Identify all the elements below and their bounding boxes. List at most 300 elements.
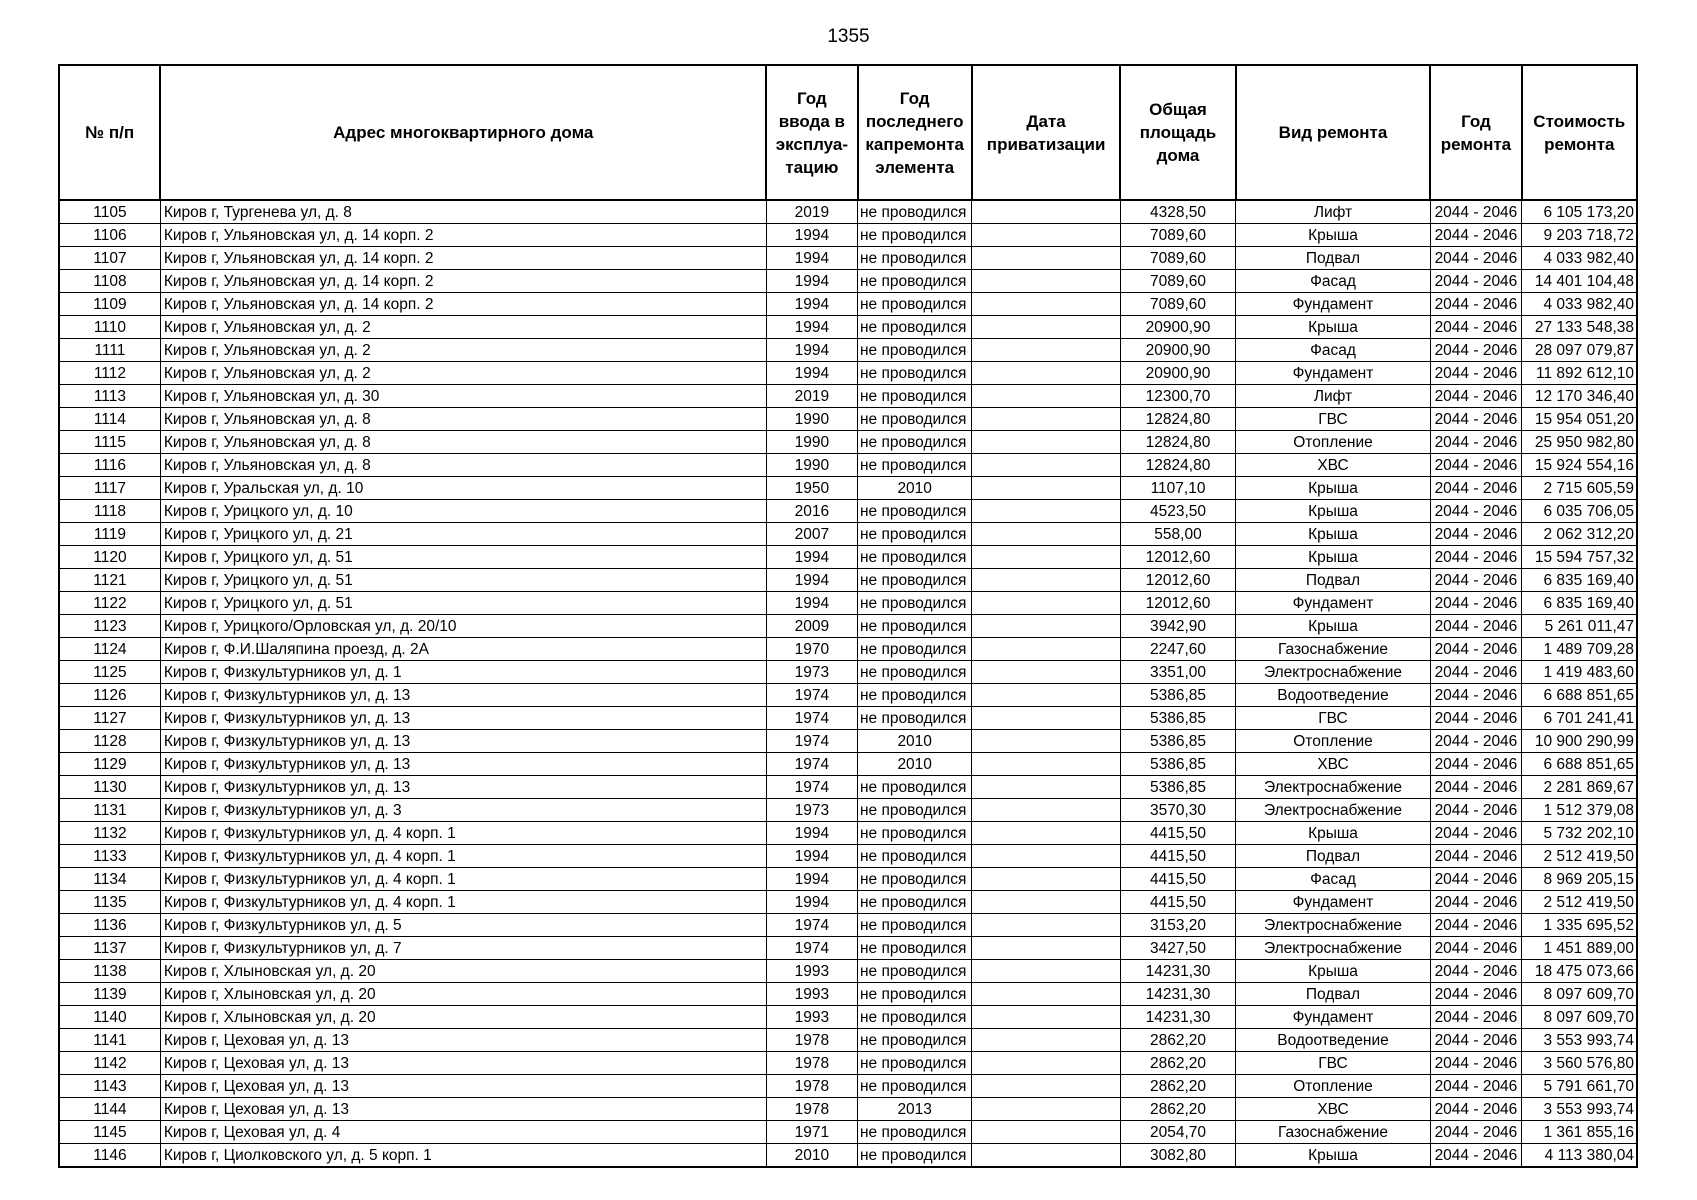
cell-privatization <box>972 385 1120 408</box>
cell-last-repair: не проводился <box>858 1006 972 1029</box>
table-row <box>59 339 1637 362</box>
cell-repair-type: Подвал <box>1236 983 1431 1006</box>
cell-repair-type: Подвал <box>1236 569 1431 592</box>
cell-privatization <box>972 845 1120 868</box>
header-repair-type: Вид ремонта <box>1236 65 1431 200</box>
cell-year-built: 1993 <box>766 1006 857 1029</box>
cell-area: 12300,70 <box>1120 385 1235 408</box>
cell-cost: 3 560 576,80 <box>1522 1052 1637 1075</box>
cell-address: Киров г, Урицкого ул, д. 51 <box>160 546 766 569</box>
cell-area: 4415,50 <box>1120 845 1235 868</box>
table-row <box>59 914 1637 937</box>
cell-year-built: 1990 <box>766 408 857 431</box>
cell-year-built: 1994 <box>766 270 857 293</box>
cell-repair-type: Электроснабжение <box>1236 937 1431 960</box>
cell-cost: 3 553 993,74 <box>1522 1029 1637 1052</box>
cell-address: Киров г, Тургенева ул, д. 8 <box>160 200 766 224</box>
cell-cost: 9 203 718,72 <box>1522 224 1637 247</box>
cell-repair-year: 2044 - 2046 <box>1430 339 1521 362</box>
cell-privatization <box>972 224 1120 247</box>
cell-last-repair: не проводился <box>858 914 972 937</box>
cell-privatization <box>972 431 1120 454</box>
header-last-repair: Год последнего капремонта элемента <box>858 65 972 200</box>
cell-address: Киров г, Урицкого ул, д. 21 <box>160 523 766 546</box>
repair-register-table <box>58 64 1638 1168</box>
cell-year-built: 1994 <box>766 569 857 592</box>
cell-address: Киров г, Ульяновская ул, д. 2 <box>160 339 766 362</box>
cell-last-repair: не проводился <box>858 1075 972 1098</box>
cell-address: Киров г, Ф.И.Шаляпина проезд, д. 2А <box>160 638 766 661</box>
cell-area: 4415,50 <box>1120 891 1235 914</box>
cell-repair-year: 2044 - 2046 <box>1430 523 1521 546</box>
cell-last-repair: не проводился <box>858 891 972 914</box>
cell-repair-year: 2044 - 2046 <box>1430 293 1521 316</box>
cell-repair-type: Водоотведение <box>1236 684 1431 707</box>
table-row <box>59 385 1637 408</box>
cell-last-repair: не проводился <box>858 431 972 454</box>
header-num: № п/п <box>59 65 160 200</box>
cell-last-repair: не проводился <box>858 1121 972 1144</box>
cell-area: 1107,10 <box>1120 477 1235 500</box>
cell-last-repair: не проводился <box>858 1029 972 1052</box>
cell-repair-type: Крыша <box>1236 615 1431 638</box>
cell-num: 1140 <box>59 1006 160 1029</box>
cell-repair-year: 2044 - 2046 <box>1430 661 1521 684</box>
cell-year-built: 1974 <box>766 730 857 753</box>
cell-address: Киров г, Урицкого ул, д. 51 <box>160 569 766 592</box>
cell-repair-year: 2044 - 2046 <box>1430 1075 1521 1098</box>
cell-address: Киров г, Ульяновская ул, д. 14 корп. 2 <box>160 293 766 316</box>
table-body <box>59 200 1637 1167</box>
cell-area: 12824,80 <box>1120 408 1235 431</box>
table-row <box>59 247 1637 270</box>
cell-repair-type: ХВС <box>1236 753 1431 776</box>
cell-area: 5386,85 <box>1120 684 1235 707</box>
table-row <box>59 868 1637 891</box>
cell-last-repair: не проводился <box>858 362 972 385</box>
cell-address: Киров г, Цеховая ул, д. 13 <box>160 1052 766 1075</box>
cell-repair-type: Крыша <box>1236 960 1431 983</box>
cell-address: Киров г, Физкультурников ул, д. 4 корп. 1 <box>160 891 766 914</box>
cell-repair-year: 2044 - 2046 <box>1430 937 1521 960</box>
cell-address: Киров г, Ульяновская ул, д. 30 <box>160 385 766 408</box>
cell-privatization <box>972 799 1120 822</box>
cell-cost: 6 835 169,40 <box>1522 592 1637 615</box>
cell-area: 3570,30 <box>1120 799 1235 822</box>
cell-area: 3082,80 <box>1120 1144 1235 1168</box>
cell-cost: 8 097 609,70 <box>1522 983 1637 1006</box>
cell-cost: 3 553 993,74 <box>1522 1098 1637 1121</box>
header-repair-year: Год ремонта <box>1430 65 1521 200</box>
cell-repair-type: ХВС <box>1236 1098 1431 1121</box>
cell-year-built: 1950 <box>766 477 857 500</box>
cell-area: 20900,90 <box>1120 339 1235 362</box>
header-privatization: Дата приватизации <box>972 65 1120 200</box>
cell-year-built: 1970 <box>766 638 857 661</box>
cell-last-repair: не проводился <box>858 523 972 546</box>
cell-num: 1135 <box>59 891 160 914</box>
table-row <box>59 1006 1637 1029</box>
cell-repair-type: Крыша <box>1236 822 1431 845</box>
cell-area: 7089,60 <box>1120 293 1235 316</box>
cell-last-repair: не проводился <box>858 684 972 707</box>
table-row <box>59 776 1637 799</box>
cell-address: Киров г, Ульяновская ул, д. 14 корп. 2 <box>160 270 766 293</box>
table-row <box>59 1098 1637 1121</box>
cell-privatization <box>972 638 1120 661</box>
cell-num: 1117 <box>59 477 160 500</box>
cell-year-built: 1978 <box>766 1075 857 1098</box>
cell-repair-year: 2044 - 2046 <box>1430 362 1521 385</box>
cell-cost: 4 033 982,40 <box>1522 293 1637 316</box>
cell-year-built: 2007 <box>766 523 857 546</box>
cell-last-repair: не проводился <box>858 546 972 569</box>
cell-last-repair: не проводился <box>858 569 972 592</box>
cell-num: 1123 <box>59 615 160 638</box>
cell-last-repair: не проводился <box>858 868 972 891</box>
cell-cost: 28 097 079,87 <box>1522 339 1637 362</box>
table-row <box>59 615 1637 638</box>
header-year-built: Год ввода в эксплуа-тацию <box>766 65 857 200</box>
cell-cost: 5 732 202,10 <box>1522 822 1637 845</box>
cell-year-built: 2009 <box>766 615 857 638</box>
cell-address: Киров г, Циолковского ул, д. 5 корп. 1 <box>160 1144 766 1168</box>
cell-num: 1112 <box>59 362 160 385</box>
cell-area: 2862,20 <box>1120 1075 1235 1098</box>
cell-privatization <box>972 891 1120 914</box>
cell-area: 4523,50 <box>1120 500 1235 523</box>
cell-last-repair: не проводился <box>858 293 972 316</box>
cell-area: 5386,85 <box>1120 776 1235 799</box>
cell-year-built: 1994 <box>766 845 857 868</box>
cell-area: 2862,20 <box>1120 1098 1235 1121</box>
cell-address: Киров г, Физкультурников ул, д. 13 <box>160 776 766 799</box>
cell-address: Киров г, Физкультурников ул, д. 13 <box>160 684 766 707</box>
cell-repair-type: Фундамент <box>1236 362 1431 385</box>
cell-area: 3351,00 <box>1120 661 1235 684</box>
cell-address: Киров г, Физкультурников ул, д. 7 <box>160 937 766 960</box>
table-row <box>59 224 1637 247</box>
cell-last-repair: не проводился <box>858 960 972 983</box>
cell-address: Киров г, Цеховая ул, д. 4 <box>160 1121 766 1144</box>
cell-year-built: 1994 <box>766 224 857 247</box>
cell-area: 4415,50 <box>1120 822 1235 845</box>
table-row <box>59 638 1637 661</box>
cell-address: Киров г, Хлыновская ул, д. 20 <box>160 960 766 983</box>
table-row <box>59 1029 1637 1052</box>
cell-area: 2862,20 <box>1120 1029 1235 1052</box>
cell-privatization <box>972 937 1120 960</box>
cell-area: 5386,85 <box>1120 707 1235 730</box>
cell-privatization <box>972 1052 1120 1075</box>
cell-privatization <box>972 753 1120 776</box>
cell-last-repair: 2010 <box>858 730 972 753</box>
cell-repair-type: Электроснабжение <box>1236 914 1431 937</box>
cell-repair-type: ХВС <box>1236 454 1431 477</box>
cell-privatization <box>972 362 1120 385</box>
cell-area: 7089,60 <box>1120 224 1235 247</box>
cell-last-repair: не проводился <box>858 316 972 339</box>
cell-num: 1105 <box>59 200 160 224</box>
cell-repair-year: 2044 - 2046 <box>1430 684 1521 707</box>
table-row <box>59 1052 1637 1075</box>
cell-num: 1136 <box>59 914 160 937</box>
cell-privatization <box>972 592 1120 615</box>
cell-last-repair: не проводился <box>858 270 972 293</box>
cell-last-repair: не проводился <box>858 1144 972 1168</box>
table-row <box>59 1075 1637 1098</box>
cell-last-repair: не проводился <box>858 1052 972 1075</box>
cell-privatization <box>972 200 1120 224</box>
cell-last-repair: не проводился <box>858 707 972 730</box>
cell-privatization <box>972 546 1120 569</box>
cell-cost: 4 113 380,04 <box>1522 1144 1637 1168</box>
cell-year-built: 1993 <box>766 983 857 1006</box>
cell-last-repair: не проводился <box>858 845 972 868</box>
cell-repair-year: 2044 - 2046 <box>1430 753 1521 776</box>
cell-repair-year: 2044 - 2046 <box>1430 638 1521 661</box>
cell-num: 1114 <box>59 408 160 431</box>
cell-repair-year: 2044 - 2046 <box>1430 891 1521 914</box>
cell-num: 1124 <box>59 638 160 661</box>
cell-num: 1132 <box>59 822 160 845</box>
cell-address: Киров г, Физкультурников ул, д. 4 корп. 1 <box>160 868 766 891</box>
cell-repair-type: ГВС <box>1236 707 1431 730</box>
cell-address: Киров г, Хлыновская ул, д. 20 <box>160 1006 766 1029</box>
cell-repair-year: 2044 - 2046 <box>1430 1029 1521 1052</box>
cell-year-built: 1994 <box>766 362 857 385</box>
cell-last-repair: не проводился <box>858 776 972 799</box>
cell-last-repair: не проводился <box>858 200 972 224</box>
cell-privatization <box>972 776 1120 799</box>
cell-year-built: 1994 <box>766 868 857 891</box>
cell-repair-type: Электроснабжение <box>1236 661 1431 684</box>
table-row <box>59 684 1637 707</box>
cell-year-built: 2010 <box>766 1144 857 1168</box>
table-row <box>59 753 1637 776</box>
cell-last-repair: 2010 <box>858 477 972 500</box>
cell-area: 4328,50 <box>1120 200 1235 224</box>
cell-repair-type: ГВС <box>1236 1052 1431 1075</box>
cell-area: 2247,60 <box>1120 638 1235 661</box>
table-row <box>59 799 1637 822</box>
cell-year-built: 1994 <box>766 316 857 339</box>
cell-address: Киров г, Цеховая ул, д. 13 <box>160 1075 766 1098</box>
cell-last-repair: не проводился <box>858 500 972 523</box>
cell-repair-type: Фасад <box>1236 868 1431 891</box>
cell-num: 1113 <box>59 385 160 408</box>
cell-area: 12012,60 <box>1120 592 1235 615</box>
cell-address: Киров г, Урицкого/Орловская ул, д. 20/10 <box>160 615 766 638</box>
cell-year-built: 1971 <box>766 1121 857 1144</box>
cell-privatization <box>972 316 1120 339</box>
cell-cost: 2 512 419,50 <box>1522 845 1637 868</box>
cell-year-built: 1974 <box>766 707 857 730</box>
cell-num: 1119 <box>59 523 160 546</box>
cell-num: 1118 <box>59 500 160 523</box>
cell-num: 1110 <box>59 316 160 339</box>
cell-repair-year: 2044 - 2046 <box>1430 707 1521 730</box>
cell-cost: 18 475 073,66 <box>1522 960 1637 983</box>
cell-repair-year: 2044 - 2046 <box>1430 454 1521 477</box>
cell-repair-type: Фундамент <box>1236 1006 1431 1029</box>
cell-num: 1145 <box>59 1121 160 1144</box>
cell-num: 1116 <box>59 454 160 477</box>
cell-area: 4415,50 <box>1120 868 1235 891</box>
cell-repair-year: 2044 - 2046 <box>1430 1006 1521 1029</box>
cell-cost: 11 892 612,10 <box>1522 362 1637 385</box>
cell-area: 3153,20 <box>1120 914 1235 937</box>
table-row <box>59 200 1637 224</box>
cell-num: 1129 <box>59 753 160 776</box>
cell-repair-year: 2044 - 2046 <box>1430 845 1521 868</box>
cell-num: 1143 <box>59 1075 160 1098</box>
table-row <box>59 845 1637 868</box>
cell-area: 14231,30 <box>1120 1006 1235 1029</box>
cell-address: Киров г, Ульяновская ул, д. 14 корп. 2 <box>160 247 766 270</box>
cell-num: 1131 <box>59 799 160 822</box>
cell-repair-type: Отопление <box>1236 1075 1431 1098</box>
cell-privatization <box>972 707 1120 730</box>
cell-cost: 1 361 855,16 <box>1522 1121 1637 1144</box>
cell-cost: 12 170 346,40 <box>1522 385 1637 408</box>
header-cost: Стоимость ремонта <box>1522 65 1637 200</box>
cell-repair-type: Крыша <box>1236 500 1431 523</box>
cell-last-repair: не проводился <box>858 592 972 615</box>
cell-address: Киров г, Уральская ул, д. 10 <box>160 477 766 500</box>
cell-address: Киров г, Физкультурников ул, д. 13 <box>160 753 766 776</box>
cell-privatization <box>972 730 1120 753</box>
cell-address: Киров г, Физкультурников ул, д. 4 корп. 1 <box>160 845 766 868</box>
cell-privatization <box>972 1121 1120 1144</box>
cell-area: 3942,90 <box>1120 615 1235 638</box>
cell-privatization <box>972 1029 1120 1052</box>
cell-privatization <box>972 523 1120 546</box>
cell-cost: 1 512 379,08 <box>1522 799 1637 822</box>
table-row <box>59 1144 1637 1168</box>
cell-year-built: 1974 <box>766 937 857 960</box>
cell-privatization <box>972 247 1120 270</box>
cell-address: Киров г, Хлыновская ул, д. 20 <box>160 983 766 1006</box>
cell-repair-year: 2044 - 2046 <box>1430 615 1521 638</box>
cell-year-built: 1994 <box>766 546 857 569</box>
table-row <box>59 1121 1637 1144</box>
cell-last-repair: 2013 <box>858 1098 972 1121</box>
cell-last-repair: 2010 <box>858 753 972 776</box>
cell-repair-year: 2044 - 2046 <box>1430 730 1521 753</box>
cell-privatization <box>972 1098 1120 1121</box>
cell-area: 20900,90 <box>1120 316 1235 339</box>
cell-repair-year: 2044 - 2046 <box>1430 868 1521 891</box>
cell-year-built: 1994 <box>766 247 857 270</box>
cell-repair-type: Лифт <box>1236 385 1431 408</box>
cell-year-built: 1994 <box>766 339 857 362</box>
cell-privatization <box>972 822 1120 845</box>
cell-repair-type: Лифт <box>1236 200 1431 224</box>
cell-area: 7089,60 <box>1120 247 1235 270</box>
cell-num: 1122 <box>59 592 160 615</box>
table-row <box>59 500 1637 523</box>
cell-num: 1115 <box>59 431 160 454</box>
cell-num: 1120 <box>59 546 160 569</box>
cell-num: 1142 <box>59 1052 160 1075</box>
cell-repair-year: 2044 - 2046 <box>1430 546 1521 569</box>
cell-year-built: 1973 <box>766 661 857 684</box>
cell-repair-type: Водоотведение <box>1236 1029 1431 1052</box>
cell-num: 1111 <box>59 339 160 362</box>
cell-year-built: 1978 <box>766 1098 857 1121</box>
cell-year-built: 1974 <box>766 684 857 707</box>
cell-privatization <box>972 293 1120 316</box>
cell-address: Киров г, Цеховая ул, д. 13 <box>160 1098 766 1121</box>
table-row <box>59 316 1637 339</box>
cell-cost: 6 701 241,41 <box>1522 707 1637 730</box>
table-row <box>59 960 1637 983</box>
cell-area: 12012,60 <box>1120 546 1235 569</box>
cell-area: 5386,85 <box>1120 730 1235 753</box>
cell-privatization <box>972 339 1120 362</box>
cell-cost: 6 835 169,40 <box>1522 569 1637 592</box>
cell-privatization <box>972 684 1120 707</box>
cell-cost: 6 688 851,65 <box>1522 684 1637 707</box>
cell-area: 12012,60 <box>1120 569 1235 592</box>
cell-repair-type: Электроснабжение <box>1236 776 1431 799</box>
cell-last-repair: не проводился <box>858 224 972 247</box>
table-row <box>59 408 1637 431</box>
cell-year-built: 1990 <box>766 454 857 477</box>
cell-cost: 2 062 312,20 <box>1522 523 1637 546</box>
table-row <box>59 707 1637 730</box>
cell-repair-type: Фундамент <box>1236 293 1431 316</box>
cell-area: 20900,90 <box>1120 362 1235 385</box>
cell-year-built: 1978 <box>766 1052 857 1075</box>
cell-cost: 1 335 695,52 <box>1522 914 1637 937</box>
cell-num: 1130 <box>59 776 160 799</box>
table-row <box>59 270 1637 293</box>
table-row <box>59 891 1637 914</box>
cell-num: 1141 <box>59 1029 160 1052</box>
cell-cost: 6 035 706,05 <box>1522 500 1637 523</box>
cell-address: Киров г, Цеховая ул, д. 13 <box>160 1029 766 1052</box>
cell-year-built: 2019 <box>766 385 857 408</box>
table-row <box>59 546 1637 569</box>
cell-last-repair: не проводился <box>858 799 972 822</box>
cell-last-repair: не проводился <box>858 385 972 408</box>
cell-area: 14231,30 <box>1120 983 1235 1006</box>
cell-num: 1121 <box>59 569 160 592</box>
cell-repair-year: 2044 - 2046 <box>1430 1098 1521 1121</box>
cell-privatization <box>972 569 1120 592</box>
cell-last-repair: не проводился <box>858 661 972 684</box>
cell-repair-year: 2044 - 2046 <box>1430 224 1521 247</box>
cell-last-repair: не проводился <box>858 454 972 477</box>
cell-year-built: 2019 <box>766 200 857 224</box>
cell-address: Киров г, Физкультурников ул, д. 13 <box>160 730 766 753</box>
cell-repair-type: Фасад <box>1236 339 1431 362</box>
cell-repair-year: 2044 - 2046 <box>1430 247 1521 270</box>
cell-num: 1126 <box>59 684 160 707</box>
cell-cost: 1 489 709,28 <box>1522 638 1637 661</box>
cell-repair-year: 2044 - 2046 <box>1430 569 1521 592</box>
cell-num: 1146 <box>59 1144 160 1168</box>
cell-area: 558,00 <box>1120 523 1235 546</box>
cell-repair-type: Крыша <box>1236 477 1431 500</box>
cell-repair-year: 2044 - 2046 <box>1430 316 1521 339</box>
table-row <box>59 592 1637 615</box>
cell-num: 1133 <box>59 845 160 868</box>
cell-year-built: 1994 <box>766 891 857 914</box>
cell-repair-year: 2044 - 2046 <box>1430 799 1521 822</box>
